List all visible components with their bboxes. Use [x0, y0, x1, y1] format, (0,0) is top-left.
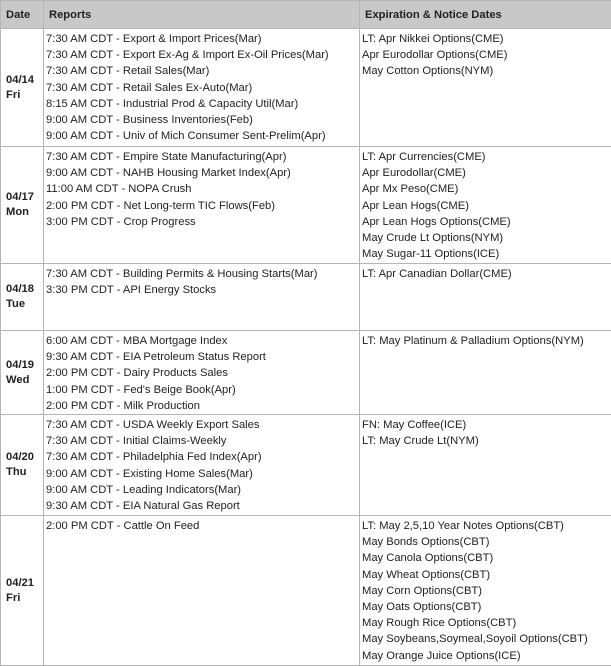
report-item: 2:00 PM CDT - Dairy Products Sales — [46, 365, 359, 381]
reports-cell — [44, 29, 360, 147]
expiration-item: May Bonds Options(CBT) — [362, 534, 611, 550]
date-cell — [1, 264, 44, 331]
report-item: 1:00 PM CDT - Fed's Beige Book(Apr) — [46, 382, 359, 398]
report-item: 8:15 AM CDT - Industrial Prod & Capacity Util(Mar) — [46, 96, 359, 112]
expiration-item: May Canola Options(CBT) — [362, 550, 611, 566]
report-item: 9:00 AM CDT - Business Inventories(Feb) — [46, 112, 359, 128]
expirations-cell — [360, 415, 611, 516]
expiration-item: May Cotton Options(NYM) — [362, 63, 611, 79]
reports-cell — [44, 516, 360, 666]
expiration-item: Apr Eurodollar Options(CME) — [362, 47, 611, 63]
calendar-row — [1, 415, 611, 516]
date-column-header: Date — [1, 1, 44, 29]
row-day: Thu — [6, 466, 27, 478]
date-cell — [1, 516, 44, 666]
expiration-item: LT: Apr Currencies(CME) — [362, 149, 611, 165]
calendar-row — [1, 331, 611, 415]
report-item: 9:30 AM CDT - EIA Natural Gas Report — [46, 498, 359, 514]
row-day: Fri — [6, 89, 20, 101]
report-item: 9:30 AM CDT - EIA Petroleum Status Report — [46, 349, 359, 365]
report-item: 9:00 AM CDT - NAHB Housing Market Index(Apr) — [46, 165, 359, 181]
row-date: 04/21 — [6, 577, 34, 589]
report-item: 7:30 AM CDT - Initial Claims-Weekly — [46, 433, 359, 449]
row-day: Fri — [6, 592, 20, 604]
report-item: 7:30 AM CDT - Empire State Manufacturing(Apr) — [46, 149, 359, 165]
expirations-cell — [360, 29, 611, 147]
report-item: 9:00 AM CDT - Leading Indicators(Mar) — [46, 482, 359, 498]
row-date: 04/14 — [6, 74, 34, 86]
report-item: 7:30 AM CDT - Export & Import Prices(Mar) — [46, 31, 359, 47]
report-item: 9:00 AM CDT - Univ of Mich Consumer Sent-Prelim(Apr) — [46, 128, 359, 144]
expiration-item: May Soybeans,Soymeal,Soyoil Options(CBT) — [362, 631, 611, 647]
expirations-cell — [360, 264, 611, 331]
reports-column-header: Reports — [44, 1, 360, 29]
expiration-item: FN: May Coffee(ICE) — [362, 417, 611, 433]
row-date: 04/18 — [6, 283, 34, 295]
report-item: 11:00 AM CDT - NOPA Crush — [46, 181, 359, 197]
report-item: 7:30 AM CDT - Retail Sales Ex-Auto(Mar) — [46, 80, 359, 96]
report-item: 6:00 AM CDT - MBA Mortgage Index — [46, 333, 359, 349]
expiration-item: May Oats Options(CBT) — [362, 599, 611, 615]
expiration-item: LT: Apr Nikkei Options(CME) — [362, 31, 611, 47]
expiration-item: Apr Eurodollar(CME) — [362, 165, 611, 181]
expiration-item: Apr Lean Hogs(CME) — [362, 198, 611, 214]
expiration-item: May Wheat Options(CBT) — [362, 567, 611, 583]
report-item: 7:30 AM CDT - USDA Weekly Export Sales — [46, 417, 359, 433]
calendar-row — [1, 516, 611, 666]
expiration-item: LT: May Platinum & Palladium Options(NYM) — [362, 333, 611, 349]
expirations-cell — [360, 331, 611, 415]
reports-cell — [44, 264, 360, 331]
row-date: 04/20 — [6, 451, 34, 463]
expiration-item: May Crude Lt Options(NYM) — [362, 230, 611, 246]
report-item: 7:30 AM CDT - Philadelphia Fed Index(Apr) — [46, 449, 359, 465]
row-day: Tue — [6, 298, 25, 310]
calendar-row — [1, 29, 611, 147]
expiration-item: LT: Apr Canadian Dollar(CME) — [362, 266, 611, 282]
row-date: 04/17 — [6, 191, 34, 203]
expiration-item: Apr Lean Hogs Options(CME) — [362, 214, 611, 230]
date-cell — [1, 415, 44, 516]
date-cell — [1, 147, 44, 264]
calendar-row — [1, 147, 611, 264]
expiration-item: May Sugar-11 Options(ICE) — [362, 246, 611, 262]
expiration-item: LT: May Crude Lt(NYM) — [362, 433, 611, 449]
calendar-row — [1, 264, 611, 331]
expiration-item: May Orange Juice Options(ICE) — [362, 648, 611, 664]
report-item: 2:00 PM CDT - Net Long-term TIC Flows(Feb) — [46, 198, 359, 214]
report-item: 2:00 PM CDT - Milk Production — [46, 398, 359, 414]
row-day: Mon — [6, 206, 29, 218]
report-item: 7:30 AM CDT - Export Ex-Ag & Import Ex-Oil Prices(Mar) — [46, 47, 359, 63]
report-item: 7:30 AM CDT - Building Permits & Housing Starts(Mar) — [46, 266, 359, 282]
row-day: Wed — [6, 374, 29, 386]
row-date: 04/19 — [6, 359, 34, 371]
report-item: 3:30 PM CDT - API Energy Stocks — [46, 282, 359, 298]
expiration-item: LT: May 2,5,10 Year Notes Options(CBT) — [362, 518, 611, 534]
expiration-item: May Rough Rice Options(CBT) — [362, 615, 611, 631]
reports-cell — [44, 415, 360, 516]
report-item: 7:30 AM CDT - Retail Sales(Mar) — [46, 63, 359, 79]
report-item: 2:00 PM CDT - Cattle On Feed — [46, 518, 359, 534]
expirations-cell — [360, 516, 611, 666]
date-cell — [1, 29, 44, 147]
expiration-item: Apr Mx Peso(CME) — [362, 181, 611, 197]
expirations-cell — [360, 147, 611, 264]
report-item: 9:00 AM CDT - Existing Home Sales(Mar) — [46, 466, 359, 482]
reports-cell — [44, 331, 360, 415]
expirations-column-header: Expiration & Notice Dates — [360, 1, 611, 29]
header-row — [1, 1, 611, 29]
report-item: 3:00 PM CDT - Crop Progress — [46, 214, 359, 230]
expiration-item: May Corn Options(CBT) — [362, 583, 611, 599]
date-cell — [1, 331, 44, 415]
calendar-body — [1, 29, 611, 666]
reports-cell — [44, 147, 360, 264]
